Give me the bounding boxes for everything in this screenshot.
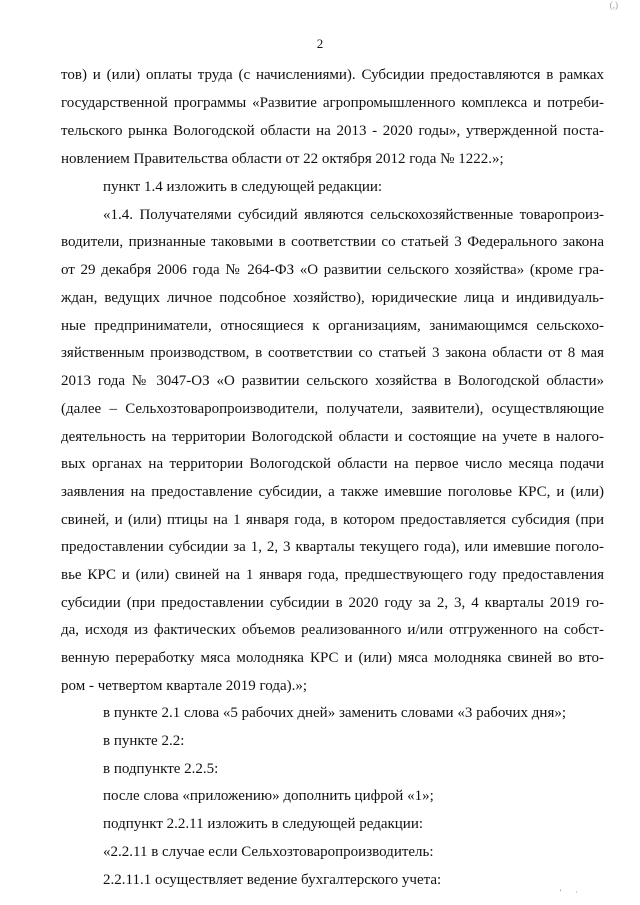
scan-dots: ' · (559, 888, 584, 897)
text-line: (далее – Сельхозтоваропроизводители, получатели, заявители), осуществляющие (61, 401, 604, 417)
text-line: в подпункте 2.2.5: (103, 761, 219, 777)
text-line: субсидии (при предоставлении субсидии в 2020 году за 2, 3, 4 кварталы 2019 го- (61, 595, 604, 611)
text-line: венную переработку мяса молодняка КРС и (или) мяса молодняка свиней во вто- (61, 650, 604, 666)
text-line: зяйственным производством, в соответствии со статьей 3 закона области от 8 мая (61, 345, 604, 361)
text-line: после слова «приложению» дополнить цифрой «1»; (103, 788, 434, 804)
text-line: пункт 1.4 изложить в следующей редакции: (103, 179, 383, 195)
text-line: государственной программы «Развитие агропромышленного комплекса и потреби- (61, 95, 604, 111)
text-line: подпункт 2.2.11 изложить в следующей редакции: (103, 816, 424, 832)
page-number: 2 (316, 36, 324, 51)
text-line: предоставлении субсидии за 1, 2, 3 кварталы текущего года), или имевшие поголо- (61, 539, 604, 555)
text-line: да, исходя из фактических объемов реализованного и/или отгруженного на собст- (61, 622, 604, 638)
text-line: «2.2.11 в случае если Сельхозтоваропроизводитель: (103, 844, 434, 860)
text-line: в пункте 2.2: (103, 733, 185, 749)
text-line: заявления на предоставление субсидии, а также имевшие поголовье КРС, и (или) (61, 484, 604, 500)
text-line: 2.2.11.1 осуществляет ведение бухгалтерского учета: (103, 872, 442, 888)
text-line: 2013 года № 3047-ОЗ «О развитии сельского хозяйства в Вологодской области» (61, 373, 604, 389)
text-line: новлением Правительства области от 22 октября 2012 года № 1222.»; (61, 151, 504, 167)
text-line: свиней, и (или) птицы на 1 января года, в котором предоставляется субсидия (при (61, 512, 604, 528)
text-line: тельского рынка Вологодской области на 2013 - 2020 годы», утвержденной поста- (61, 123, 604, 139)
text-line: в пункте 2.1 слова «5 рабочих дней» заменить словами «3 рабочих дня»; (103, 705, 567, 721)
text-line: вых органах на территории Вологодской области на первое число месяца подачи (61, 456, 604, 472)
text-line: тов) и (или) оплаты труда (с начислениями). Субсидии предоставляются в рамках (61, 67, 604, 83)
text-line: «1.4. Получателями субсидий являются сельскохозяйственные товаропроиз- (103, 207, 604, 223)
corner-mark: (,) (609, 0, 618, 10)
text-line: от 29 декабря 2006 года № 264-ФЗ «О развитии сельского хозяйства» (кроме гра- (61, 262, 604, 278)
text-line: вье КРС и (или) свиней на 1 января года, предшествующего году предоставления (61, 567, 604, 583)
text-line: ждан, ведущих личное подсобное хозяйство), юридические лица и индивидуаль- (61, 290, 604, 306)
text-line: ром - четвертом квартале 2019 года).»; (61, 678, 308, 694)
text-line: деятельность на территории Вологодской области и состоящие на учете в налого- (61, 429, 604, 445)
text-line: ные предприниматели, относящиеся к организациям, занимающимся сельскохо- (61, 318, 604, 334)
text-line: водители, признанные таковыми в соответствии со статьей 3 Федерального закона (61, 234, 604, 250)
